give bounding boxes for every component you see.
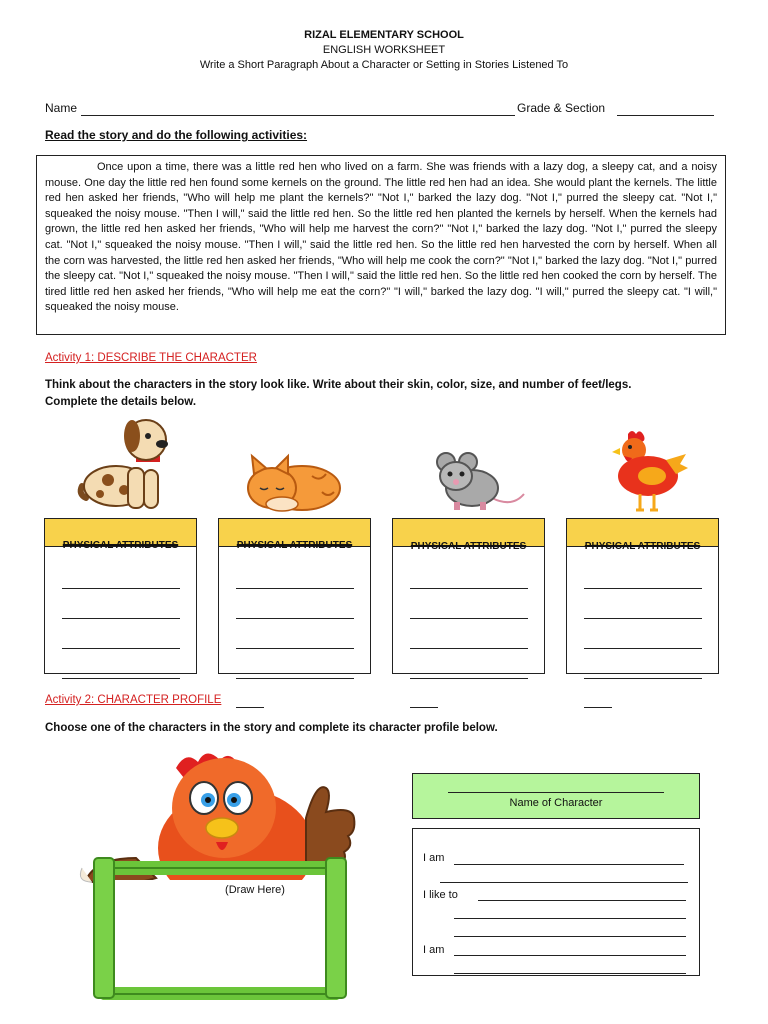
activity2-prompt: Choose one of the characters in the story and complete its character profile below. xyxy=(45,722,498,734)
character-profile-box xyxy=(412,828,700,976)
story-box xyxy=(36,155,726,335)
hen-icon xyxy=(610,428,688,514)
i-am-field[interactable] xyxy=(454,864,684,865)
answer-line[interactable] xyxy=(410,588,528,589)
i-am-label-2: I am xyxy=(423,944,445,956)
attribute-label-hen: PHYSICAL ATTRIBUTES xyxy=(584,541,701,552)
answer-line[interactable] xyxy=(236,588,354,589)
answer-line[interactable] xyxy=(236,618,354,619)
activity1-prompt: Think about the characters in the story look like. Write about their skin, color, size, and number of feet/legs. Complete the details below. xyxy=(45,379,632,408)
i-am-field-continued[interactable] xyxy=(440,882,688,883)
answer-line[interactable] xyxy=(62,618,180,619)
answer-line[interactable] xyxy=(584,588,702,589)
name-of-character-label: Name of Character xyxy=(509,797,603,809)
answer-line[interactable] xyxy=(236,678,354,679)
answer-line[interactable] xyxy=(584,648,702,649)
i-like-to-field-3[interactable] xyxy=(454,936,686,937)
cat-icon xyxy=(242,452,342,514)
overflow-line xyxy=(584,707,612,708)
name-label: Name xyxy=(45,101,78,115)
school-name: RIZAL ELEMENTARY SCHOOL xyxy=(304,29,464,41)
answer-line[interactable] xyxy=(62,588,180,589)
answer-line[interactable] xyxy=(62,678,180,679)
draw-here-label: (Draw Here) xyxy=(225,884,285,896)
answer-line[interactable] xyxy=(584,618,702,619)
drawing-area[interactable] xyxy=(120,884,298,980)
i-am-field-2[interactable] xyxy=(454,955,686,956)
overflow-line xyxy=(410,707,438,708)
name-field[interactable] xyxy=(81,115,515,116)
answer-line[interactable] xyxy=(62,648,180,649)
story-text: Once upon a time, there was a little red hen who lived on a farm. She was friends with a lazy dog, a sleepy cat, and a noisy mouse. One day the little red hen found some kernels on the ground. The little red hen had an idea. She would plant the kernels. The little red hen asked her friends, "Who will help me plant the kernels?" "Not I," barked the lazy dog. "Not I," purred the sleepy cat. "Not I," squeaked the noisy mouse. "Then I will," said the little red hen. So the little red hen planted the kernels by herself. When the kernels had grown, the little red hen asked her friends, "Who will help me harvest the corn?" "Not I," barked the lazy dog. "Not I," purred the sleepy cat. "Not I," squeaked the noisy mouse. "Then I will," said the little red hen. So the little red hen harvested the corn by herself. When all the corn was harvested, the little red hen asked her friends, "Who will help me cook the corn?" "Not I," barked the lazy dog. "Not I," purred the sleepy cat. "Not I," squeaked the noisy mouse. "Then I will," said the little red hen. So the little red hen cooked the corn by herself. The tired little red hen asked her friends, "Who will help me eat the corn?" "I will," barked the lazy dog. "I will," purred the sleepy cat. "I will," squeaked the noisy mouse. xyxy=(45,161,717,314)
i-am-label: I am xyxy=(423,852,445,864)
answer-line[interactable] xyxy=(410,678,528,679)
attribute-label-mouse: PHYSICAL ATTRIBUTES xyxy=(410,541,527,552)
worksheet-subject: ENGLISH WORKSHEET xyxy=(322,44,446,56)
i-like-to-label: I like to xyxy=(423,889,458,901)
answer-line[interactable] xyxy=(236,648,354,649)
i-am-field-2-continued[interactable] xyxy=(454,973,686,974)
i-like-to-field[interactable] xyxy=(478,900,686,901)
name-of-character-box xyxy=(412,773,700,819)
character-name-field[interactable] xyxy=(448,792,664,793)
answer-line[interactable] xyxy=(410,648,528,649)
i-like-to-field-2[interactable] xyxy=(454,918,686,919)
mouse-icon xyxy=(432,450,526,514)
answer-line[interactable] xyxy=(410,618,528,619)
attribute-label-cat: PHYSICAL ATTRIBUTES xyxy=(236,540,353,551)
activity1-heading: Activity 1: DESCRIBE THE CHARACTER xyxy=(45,352,257,364)
instructions: Read the story and do the following activities: xyxy=(45,128,308,142)
dog-icon xyxy=(76,416,172,514)
worksheet-title: Write a Short Paragraph About a Character or Setting in Stories Listened To xyxy=(199,59,569,71)
grade-label: Grade & Section xyxy=(517,101,606,115)
grade-field[interactable] xyxy=(617,115,714,116)
overflow-line xyxy=(236,707,264,708)
activity2-heading: Activity 2: CHARACTER PROFILE xyxy=(45,694,222,706)
answer-line[interactable] xyxy=(584,678,702,679)
attribute-label-dog: PHYSICAL ATTRIBUTES xyxy=(62,540,179,551)
